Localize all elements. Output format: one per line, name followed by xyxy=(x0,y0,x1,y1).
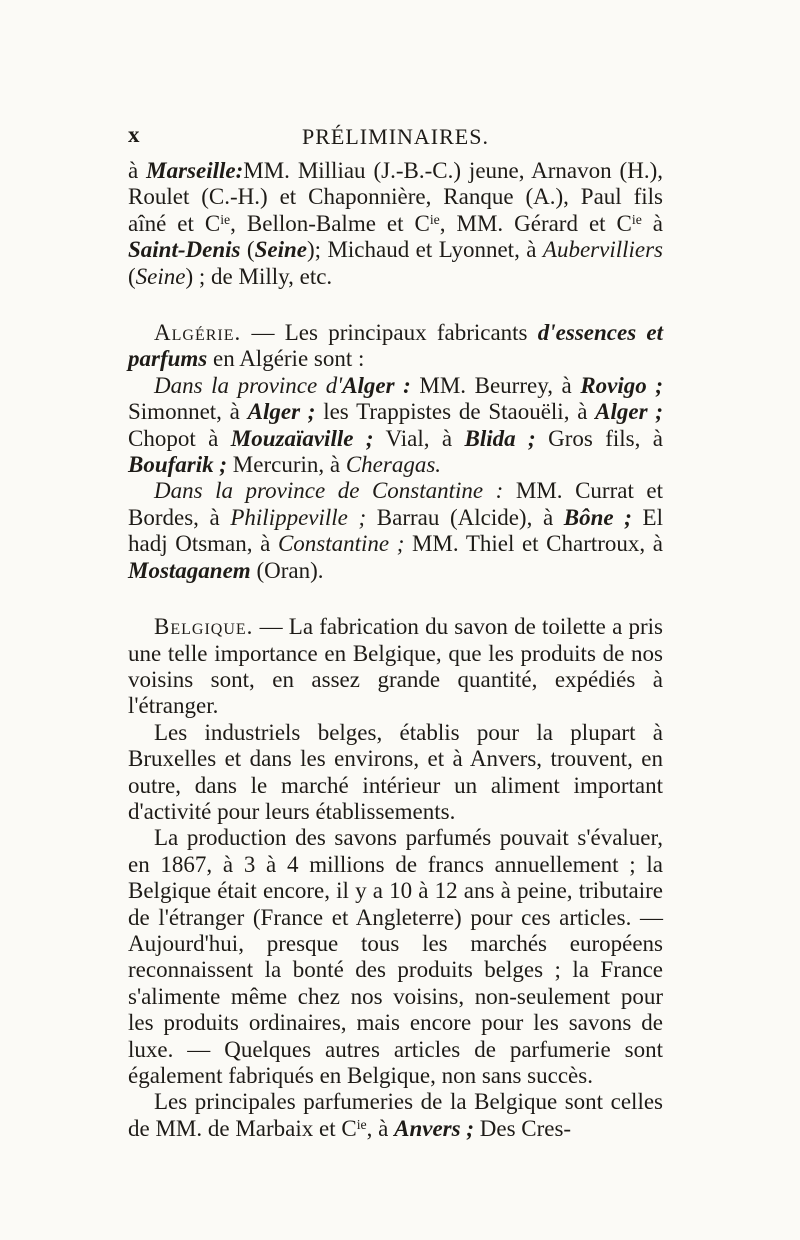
emphasis: d'essences et parfums xyxy=(128,320,664,372)
section-heading: Belgique. xyxy=(154,614,254,640)
section-heading: Algérie. xyxy=(154,320,242,346)
place-name: Mouzaïaville ; xyxy=(230,425,374,451)
text-run: à xyxy=(641,210,664,236)
place-name: Alger ; xyxy=(247,399,316,425)
text-run: ); Michaud et Lyonnet, à xyxy=(306,237,543,263)
place-name: Alger ; xyxy=(595,399,663,425)
text-run: Chopot à xyxy=(128,425,231,451)
text-run: les Trappistes de Staouëli, à xyxy=(315,399,596,425)
text-run: Mercurin, à xyxy=(227,452,346,478)
place-name: Rovigo ; xyxy=(580,372,663,398)
text-run: — La fabrication du savon de toilette a pris une telle importance en Belgique, que les produits de nos voisins sont, en assez grande quantité, expédiés à l'étranger. xyxy=(128,614,663,719)
superscript: ie xyxy=(429,211,440,227)
text-run: MM. Beurrey, à xyxy=(410,372,581,398)
place-name: Constantine ; xyxy=(277,531,405,557)
text-run: El hadj Otsman, à xyxy=(128,504,663,557)
place-name: Philippeville ; xyxy=(230,504,367,530)
place-name: Seine xyxy=(254,237,307,263)
text-run: Les principales parfumeries de la Belgique sont celles de MM. de Marbaix et C xyxy=(128,1089,663,1141)
text-run: MM. Milliau (J.-B.-C.) jeune, Arnavon (H.), Roulet (C.-H.) et Chaponnière, Ranque (A.), Paul fils aîné et C xyxy=(128,158,663,236)
place-name: Marseille: xyxy=(146,158,244,183)
paragraph-production: La production des savons parfumés pouvait s'évaluer, en 1867, à 3 à 4 millions de francs annuellement ; la Belgique était encore, il y a 10 à 12 ans à peine, tributaire de l'étranger (France et Angleterre) pour ces articles. — Aujourd'hui, presque tous les marchés européens reconnaissent la bonté des produits belges ; la France s'alimente même chez nos voisins, non-seulement pour les produits ordinaires, mais encore pour les savons de luxe. — Quelques autres articles de parfumerie sont également fabriqués en Belgique, non sans succès. xyxy=(128,825,663,1088)
text-run: Simonnet, à xyxy=(128,399,248,425)
place-name: Cheragas. xyxy=(345,452,442,478)
text-run: ) ; de Milly, etc. xyxy=(185,263,333,289)
province-heading: Dans la province de Constantine : xyxy=(154,478,504,504)
text-run: , à xyxy=(366,1115,395,1141)
paragraph-industriels: Les industriels belges, établis pour la plupart à Bruxelles et dans les environs, et à Anvers, trouvent, en outre, dans le marché intérieur un aliment important d'activité pour leurs établissements. xyxy=(128,719,663,824)
page-header xyxy=(128,122,663,152)
text-run: Gros fils, à xyxy=(535,425,663,451)
text-run: ( xyxy=(240,237,255,263)
text-run: à xyxy=(128,158,147,183)
text-run: (Oran). xyxy=(250,557,324,583)
page-number: x xyxy=(128,122,140,147)
province-heading: Dans la province d' xyxy=(154,372,343,398)
paragraph-alger xyxy=(128,373,663,479)
paragraph-belgique xyxy=(128,614,663,720)
text-run: , Bellon-Balme et C xyxy=(230,210,430,236)
paragraph-marseille xyxy=(128,158,663,290)
text-run: — Les principaux fabricants xyxy=(241,320,538,346)
text-run: Vial, à xyxy=(373,425,465,451)
superscript: ie xyxy=(356,1116,367,1132)
place-name: Seine xyxy=(135,263,186,289)
paragraph-constantine xyxy=(128,478,663,584)
text-run: Des Cres- xyxy=(474,1115,572,1141)
text-run: ( xyxy=(128,263,136,289)
place-name: Blida ; xyxy=(464,425,536,451)
running-title: PRÉLIMINAIRES. xyxy=(302,124,489,149)
place-name: Anvers ; xyxy=(394,1115,474,1141)
place-name: Bône ; xyxy=(563,504,632,530)
superscript: ie xyxy=(631,211,642,227)
text-run: en Algérie sont : xyxy=(207,346,365,372)
text-run: , MM. Gérard et C xyxy=(439,210,632,236)
place-name: Aubervilliers xyxy=(542,237,663,263)
body-text xyxy=(128,158,663,1142)
superscript: ie xyxy=(220,211,231,227)
text-run: MM. Currat et Bordes, à xyxy=(128,478,663,530)
paragraph-parfumeries xyxy=(128,1089,663,1142)
place-name: Boufarik ; xyxy=(128,452,228,478)
place-name: Saint-Denis xyxy=(128,237,241,263)
paragraph-algerie xyxy=(128,320,663,373)
place-name: Alger : xyxy=(342,372,411,398)
text-run: MM. Thiel et Chartroux, à xyxy=(404,531,663,557)
text-run: Barrau (Alcide), à xyxy=(366,504,564,530)
place-name: Mostaganem xyxy=(128,557,251,583)
